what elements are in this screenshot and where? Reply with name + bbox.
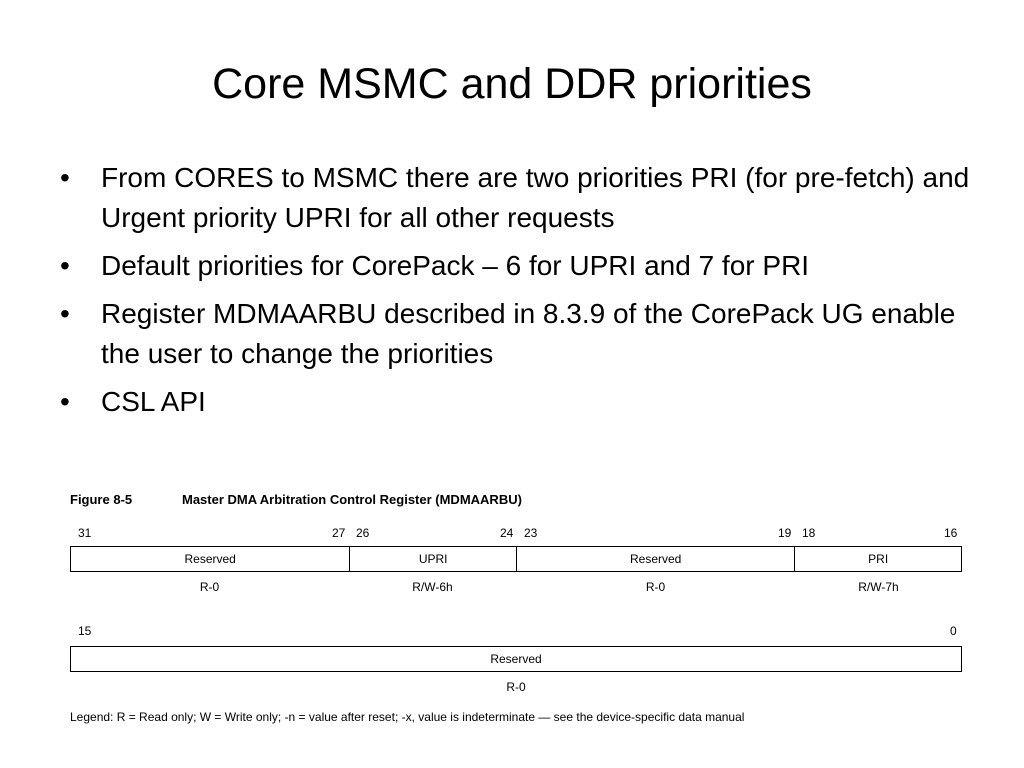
bit-number: 0 (950, 624, 957, 638)
bullet-item (60, 158, 980, 238)
register-field: UPRI (349, 547, 516, 571)
field-access: R/W-6h (412, 580, 453, 594)
figure-title: Master DMA Arbitration Control Register (MDMAARBU) (182, 492, 522, 507)
field-access: R-0 (199, 580, 220, 594)
register-row-high (70, 546, 962, 572)
bullet-dot: • (60, 386, 70, 417)
bullet-dot: • (60, 250, 70, 281)
bullet-text: CSL API (101, 386, 206, 417)
register-field: Reserved (184, 552, 236, 566)
bit-number: 15 (78, 624, 92, 638)
bullet-list (60, 158, 980, 430)
field-access: R/W-7h (858, 580, 899, 594)
register-field: Reserved (490, 652, 542, 666)
register-field: Reserved (516, 547, 794, 571)
figure-legend: Legend: R = Read only; W = Write only; -n = value after reset; -x, value is indeterminate — see the device-specific data manual (70, 710, 745, 724)
bit-number: 24 (500, 526, 514, 540)
bit-number: 16 (944, 526, 958, 540)
bit-number: 26 (356, 526, 370, 540)
figure-number: Figure 8-5 (70, 492, 133, 507)
access-row-high (70, 580, 962, 596)
bullet-dot: • (60, 162, 70, 193)
field-access: R-0 (645, 580, 666, 594)
access-row-low (70, 680, 962, 696)
field-access: R-0 (506, 680, 526, 694)
bullet-text: Default priorities for CorePack – 6 for UPRI and 7 for PRI (101, 250, 810, 281)
bit-number: 23 (524, 526, 538, 540)
slide-title: Core MSMC and DDR priorities (212, 60, 812, 108)
bullet-item (60, 246, 980, 286)
bullet-text: Register MDMAARBU described in 8.3.9 of the CorePack UG enable the user to change the priorities (101, 298, 956, 369)
bullet-item (60, 294, 980, 374)
bullet-text: From CORES to MSMC there are two priorities PRI (for pre-fetch) and Urgent priority UPRI for all other requests (101, 162, 970, 233)
register-row-low (70, 646, 962, 672)
bullet-dot: • (60, 298, 70, 329)
bullet-item (60, 382, 980, 422)
bit-number: 27 (332, 526, 346, 540)
register-field: PRI (794, 547, 961, 571)
bit-number: 19 (778, 526, 792, 540)
bit-number: 18 (802, 526, 816, 540)
bit-number: 31 (78, 526, 92, 540)
